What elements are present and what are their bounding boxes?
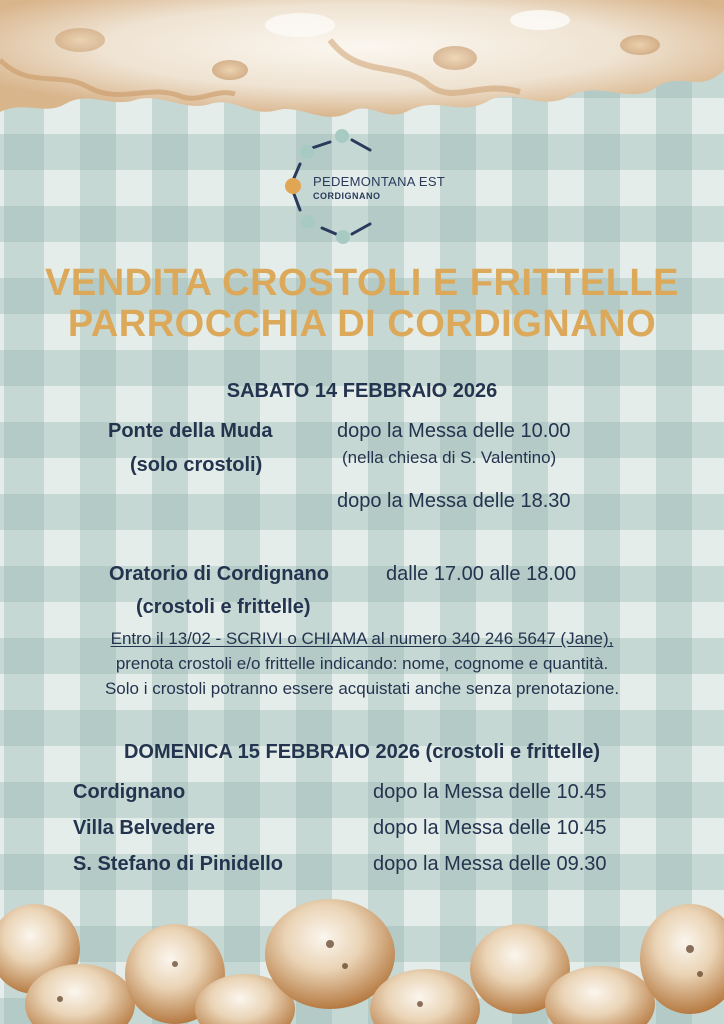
booking-line-1: Entro il 13/02 - SCRIVI o CHIAMA al numero 340 246 5647 (Jane), [110, 629, 614, 648]
ponte-time-1-note: (nella chiesa di S. Valentino) [342, 448, 557, 467]
saturday-heading: SABATO 14 FEBBRAIO 2026 [226, 380, 498, 402]
frittelle-photo [0, 894, 724, 1024]
sunday-place: S. Stefano di Pinidello [73, 853, 284, 875]
oratorio-place: Oratorio di Cordignano [109, 563, 329, 585]
booking-line-2: prenota crostoli e/o frittelle indicando: nome, cognome e quantità. [115, 654, 609, 673]
ponte-time-2: dopo la Messa delle 18.30 [337, 490, 571, 512]
sunday-heading: DOMENICA 15 FEBBRAIO 2026 (crostoli e frittelle) [123, 741, 601, 763]
sunday-time: dopo la Messa delle 10.45 [373, 781, 607, 803]
sunday-place: Cordignano [73, 781, 186, 803]
logo-town: CORDIGNANO [313, 191, 381, 201]
title-line-2: PARROCCHIA DI CORDIGNANO [67, 303, 657, 345]
oratorio-time: dalle 17.00 alle 18.00 [386, 563, 577, 585]
ponte-place: Ponte della Muda [108, 420, 273, 442]
oratorio-note: (crostoli e frittelle) [136, 596, 311, 618]
ponte-note: (solo crostoli) [130, 454, 263, 476]
sunday-time: dopo la Messa delle 10.45 [373, 817, 607, 839]
sunday-time: dopo la Messa delle 09.30 [373, 853, 607, 875]
logo-name: PEDEMONTANA EST [313, 174, 446, 189]
ponte-time-1: dopo la Messa delle 10.00 [337, 420, 571, 442]
title-line-1: VENDITA CROSTOLI E FRITTELLE [45, 262, 679, 304]
booking-line-3: Solo i crostoli potranno essere acquistati anche senza prenotazione. [104, 679, 620, 698]
crostoli-photo [0, 0, 724, 140]
sunday-place: Villa Belvedere [73, 817, 215, 839]
